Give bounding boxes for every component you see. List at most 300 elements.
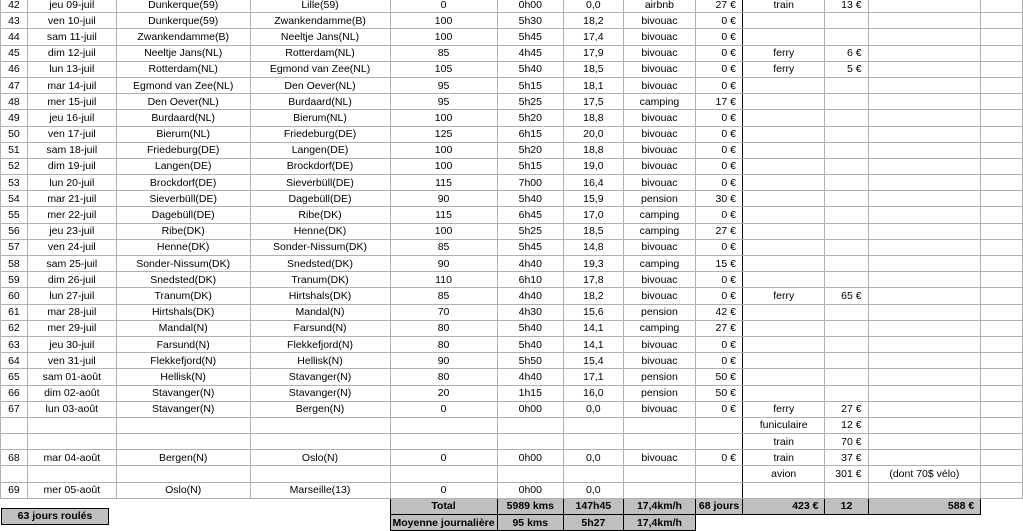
lodging-cell: bivouac bbox=[623, 29, 695, 45]
note-cell bbox=[868, 272, 981, 288]
km-cell: 70 bbox=[390, 304, 497, 320]
lodging-cost-cell: 0 € bbox=[696, 272, 743, 288]
date-cell: mar 28-juil bbox=[27, 304, 116, 320]
lodging-cost-cell: 17 € bbox=[696, 94, 743, 110]
km-cell: 100 bbox=[390, 13, 497, 29]
km-cell bbox=[390, 466, 497, 482]
to-cell: Egmond van Zee(NL) bbox=[250, 61, 390, 77]
date-cell: dim 12-juil bbox=[27, 45, 116, 61]
lodging-cost-cell: 30 € bbox=[696, 191, 743, 207]
from-cell: Dunkerque(59) bbox=[116, 0, 250, 13]
day-number: 49 bbox=[1, 110, 28, 126]
table-row bbox=[1, 45, 1023, 61]
lodging-cell: pension bbox=[623, 385, 695, 401]
transport-cell bbox=[742, 369, 825, 385]
note-cell bbox=[868, 288, 981, 304]
note-cell bbox=[868, 336, 981, 352]
day-number: 51 bbox=[1, 142, 28, 158]
km-cell: 90 bbox=[390, 353, 497, 369]
km-cell: 95 bbox=[390, 77, 497, 93]
transport-cell: avion bbox=[742, 466, 825, 482]
lodging-cost-cell: 0 € bbox=[696, 158, 743, 174]
from-cell bbox=[116, 417, 250, 433]
extra-cell bbox=[981, 110, 1023, 126]
speed-cell: 14,1 bbox=[563, 320, 623, 336]
extra-cell bbox=[981, 353, 1023, 369]
duration-cell: 5h40 bbox=[497, 61, 563, 77]
average-label: Moyenne journalière bbox=[390, 515, 497, 531]
lodging-cell: bivouac bbox=[623, 77, 695, 93]
from-cell: Sieverbüll(DE) bbox=[116, 191, 250, 207]
transport-cost-cell bbox=[825, 175, 868, 191]
transport-cost-cell bbox=[825, 239, 868, 255]
duration-cell bbox=[497, 434, 563, 450]
transport-cell: train bbox=[742, 0, 825, 13]
speed-cell: 16,0 bbox=[563, 385, 623, 401]
speed-cell: 17,5 bbox=[563, 94, 623, 110]
transport-cell bbox=[742, 272, 825, 288]
to-cell: Mandal(N) bbox=[250, 304, 390, 320]
transport-cell bbox=[742, 207, 825, 223]
lodging-cell: camping bbox=[623, 223, 695, 239]
extra-cell bbox=[981, 207, 1023, 223]
lodging-cost-cell: 0 € bbox=[696, 401, 743, 417]
km-cell: 0 bbox=[390, 0, 497, 13]
lodging-cost-cell: 0 € bbox=[696, 110, 743, 126]
transport-cell: ferry bbox=[742, 401, 825, 417]
duration-cell: 6h15 bbox=[497, 126, 563, 142]
note-cell bbox=[868, 353, 981, 369]
extra-cell bbox=[981, 385, 1023, 401]
note-cell bbox=[868, 158, 981, 174]
table-row bbox=[1, 13, 1023, 29]
duration-cell: 4h45 bbox=[497, 45, 563, 61]
day-number: 58 bbox=[1, 256, 28, 272]
total-row bbox=[1, 498, 1023, 514]
lodging-cost-cell: 0 € bbox=[696, 142, 743, 158]
table-row bbox=[1, 29, 1023, 45]
table-row bbox=[1, 126, 1023, 142]
duration-cell: 4h40 bbox=[497, 369, 563, 385]
note-cell: (dont 70$ vélo) bbox=[868, 466, 981, 482]
date-cell: mar 14-juil bbox=[27, 77, 116, 93]
transport-cost-cell bbox=[825, 385, 868, 401]
extra-cell bbox=[981, 158, 1023, 174]
table-row bbox=[1, 288, 1023, 304]
lodging-cell bbox=[623, 434, 695, 450]
km-cell bbox=[390, 434, 497, 450]
date-cell: jeu 23-juil bbox=[27, 223, 116, 239]
from-cell: Friedeburg(DE) bbox=[116, 142, 250, 158]
extra-cell bbox=[981, 45, 1023, 61]
note-cell bbox=[868, 191, 981, 207]
note-cell bbox=[868, 0, 981, 13]
extra-cell bbox=[981, 288, 1023, 304]
to-cell: Friedeburg(DE) bbox=[250, 126, 390, 142]
from-cell: Hirtshals(DK) bbox=[116, 304, 250, 320]
extra-cell bbox=[981, 61, 1023, 77]
lodging-cell: bivouac bbox=[623, 353, 695, 369]
km-cell: 90 bbox=[390, 191, 497, 207]
day-number: 43 bbox=[1, 13, 28, 29]
total-km: 5989 kms bbox=[497, 498, 563, 514]
to-cell: Brockdorf(DE) bbox=[250, 158, 390, 174]
duration-cell: 5h50 bbox=[497, 353, 563, 369]
transport-cost-cell bbox=[825, 353, 868, 369]
day-number: 60 bbox=[1, 288, 28, 304]
lodging-cost-cell: 50 € bbox=[696, 369, 743, 385]
table-row bbox=[1, 320, 1023, 336]
to-cell: Zwankendamme(B) bbox=[250, 13, 390, 29]
transport-cell bbox=[742, 94, 825, 110]
note-cell bbox=[868, 304, 981, 320]
table-row bbox=[1, 434, 1023, 450]
lodging-cell: bivouac bbox=[623, 272, 695, 288]
note-cell bbox=[868, 385, 981, 401]
average-speed: 17,4km/h bbox=[623, 515, 695, 531]
day-number: 47 bbox=[1, 77, 28, 93]
km-cell: 0 bbox=[390, 401, 497, 417]
transport-cell bbox=[742, 482, 825, 498]
speed-cell: 18,2 bbox=[563, 288, 623, 304]
speed-cell: 18,1 bbox=[563, 77, 623, 93]
transport-cost-cell bbox=[825, 207, 868, 223]
day-number: 56 bbox=[1, 223, 28, 239]
speed-cell: 18,8 bbox=[563, 142, 623, 158]
day-number: 54 bbox=[1, 191, 28, 207]
note-cell bbox=[868, 142, 981, 158]
km-cell: 100 bbox=[390, 158, 497, 174]
from-cell: Egmond van Zee(NL) bbox=[116, 77, 250, 93]
lodging-cell: bivouac bbox=[623, 239, 695, 255]
day-number: 61 bbox=[1, 304, 28, 320]
lodging-cost-cell: 15 € bbox=[696, 256, 743, 272]
note-cell bbox=[868, 320, 981, 336]
duration-cell: 1h15 bbox=[497, 385, 563, 401]
from-cell: Bergen(N) bbox=[116, 450, 250, 466]
date-cell: mer 29-juil bbox=[27, 320, 116, 336]
lodging-cell: bivouac bbox=[623, 110, 695, 126]
transport-cell bbox=[742, 110, 825, 126]
km-cell: 100 bbox=[390, 29, 497, 45]
to-cell: Snedsted(DK) bbox=[250, 256, 390, 272]
lodging-cell: pension bbox=[623, 369, 695, 385]
transport-cell bbox=[742, 256, 825, 272]
table-row bbox=[1, 61, 1023, 77]
transport-cost-cell bbox=[825, 369, 868, 385]
km-cell: 80 bbox=[390, 369, 497, 385]
duration-cell: 5h25 bbox=[497, 223, 563, 239]
speed-cell: 17,4 bbox=[563, 29, 623, 45]
transport-cell bbox=[742, 158, 825, 174]
duration-cell: 5h45 bbox=[497, 29, 563, 45]
note-cell bbox=[868, 256, 981, 272]
extra-cell bbox=[981, 142, 1023, 158]
from-cell: Dagebüll(DE) bbox=[116, 207, 250, 223]
transport-cost-cell bbox=[825, 336, 868, 352]
km-cell: 115 bbox=[390, 207, 497, 223]
table-row bbox=[1, 353, 1023, 369]
note-cell bbox=[868, 434, 981, 450]
km-cell bbox=[390, 417, 497, 433]
transport-cost-cell: 12 € bbox=[825, 417, 868, 433]
date-cell: lun 13-juil bbox=[27, 61, 116, 77]
km-cell: 80 bbox=[390, 320, 497, 336]
average-row bbox=[1, 515, 1023, 531]
transport-cost-cell: 6 € bbox=[825, 45, 868, 61]
lodging-cell bbox=[623, 482, 695, 498]
note-cell bbox=[868, 401, 981, 417]
transport-cell: funiculaire bbox=[742, 417, 825, 433]
to-cell: Farsund(N) bbox=[250, 320, 390, 336]
transport-cost-cell: 37 € bbox=[825, 450, 868, 466]
duration-cell: 0h00 bbox=[497, 482, 563, 498]
day-number: 68 bbox=[1, 450, 28, 466]
extra-cell bbox=[981, 401, 1023, 417]
note-cell bbox=[868, 61, 981, 77]
to-cell: Lille(59) bbox=[250, 0, 390, 13]
date-cell: dim 02-août bbox=[27, 385, 116, 401]
extra-cell bbox=[981, 320, 1023, 336]
table-row bbox=[1, 0, 1023, 13]
total-time: 147h45 bbox=[563, 498, 623, 514]
extra-cell bbox=[981, 94, 1023, 110]
duration-cell: 5h40 bbox=[497, 336, 563, 352]
to-cell: Marseille(13) bbox=[250, 482, 390, 498]
duration-cell: 5h20 bbox=[497, 110, 563, 126]
total-label: Total bbox=[390, 498, 497, 514]
from-cell: Den Oever(NL) bbox=[116, 94, 250, 110]
note-cell bbox=[868, 223, 981, 239]
extra-cell bbox=[981, 304, 1023, 320]
transport-cell bbox=[742, 239, 825, 255]
total-lodging-cost: 423 € bbox=[742, 498, 825, 514]
duration-cell: 0h00 bbox=[497, 0, 563, 13]
extra-cell bbox=[981, 256, 1023, 272]
transport-cost-cell: 301 € bbox=[825, 466, 868, 482]
to-cell: Ribe(DK) bbox=[250, 207, 390, 223]
from-cell bbox=[116, 434, 250, 450]
note-cell bbox=[868, 126, 981, 142]
lodging-cell: camping bbox=[623, 320, 695, 336]
extra-cell bbox=[981, 466, 1023, 482]
from-cell: Stavanger(N) bbox=[116, 401, 250, 417]
day-number: 53 bbox=[1, 175, 28, 191]
date-cell: sam 11-juil bbox=[27, 29, 116, 45]
km-cell: 110 bbox=[390, 272, 497, 288]
transport-cell bbox=[742, 304, 825, 320]
extra-cell bbox=[981, 417, 1023, 433]
speed-cell: 0,0 bbox=[563, 482, 623, 498]
table-row bbox=[1, 158, 1023, 174]
transport-cost-cell bbox=[825, 126, 868, 142]
transport-cell: ferry bbox=[742, 45, 825, 61]
from-cell: Ribe(DK) bbox=[116, 223, 250, 239]
date-cell: ven 31-juil bbox=[27, 353, 116, 369]
day-number: 46 bbox=[1, 61, 28, 77]
day-number: 69 bbox=[1, 482, 28, 498]
lodging-cost-cell: 0 € bbox=[696, 288, 743, 304]
date-cell: dim 26-juil bbox=[27, 272, 116, 288]
lodging-cost-cell bbox=[696, 466, 743, 482]
lodging-cost-cell: 50 € bbox=[696, 385, 743, 401]
lodging-cell: bivouac bbox=[623, 142, 695, 158]
extra-cell bbox=[981, 369, 1023, 385]
km-cell: 105 bbox=[390, 61, 497, 77]
to-cell: Hirtshals(DK) bbox=[250, 288, 390, 304]
duration-cell: 5h45 bbox=[497, 239, 563, 255]
note-cell bbox=[868, 29, 981, 45]
extra-cell bbox=[981, 272, 1023, 288]
lodging-cost-cell bbox=[696, 482, 743, 498]
lodging-cell: bivouac bbox=[623, 450, 695, 466]
date-cell: dim 19-juil bbox=[27, 158, 116, 174]
from-cell: Oslo(N) bbox=[116, 482, 250, 498]
transport-cell bbox=[742, 353, 825, 369]
speed-cell: 14,8 bbox=[563, 239, 623, 255]
speed-cell: 16,4 bbox=[563, 175, 623, 191]
lodging-cost-cell: 0 € bbox=[696, 207, 743, 223]
date-cell: mer 05-août bbox=[27, 482, 116, 498]
transport-cost-cell bbox=[825, 142, 868, 158]
table-row bbox=[1, 482, 1023, 498]
speed-cell: 18,8 bbox=[563, 110, 623, 126]
transport-cost-cell: 13 € bbox=[825, 0, 868, 13]
day-number: 64 bbox=[1, 353, 28, 369]
duration-cell: 0h00 bbox=[497, 401, 563, 417]
from-cell bbox=[116, 466, 250, 482]
extra-cell bbox=[981, 0, 1023, 13]
table-row bbox=[1, 336, 1023, 352]
lodging-cost-cell: 0 € bbox=[696, 45, 743, 61]
extra-cell bbox=[981, 482, 1023, 498]
lodging-cost-cell: 0 € bbox=[696, 175, 743, 191]
transport-cost-cell bbox=[825, 223, 868, 239]
duration-cell: 5h25 bbox=[497, 94, 563, 110]
duration-cell: 4h40 bbox=[497, 288, 563, 304]
transport-cost-cell bbox=[825, 110, 868, 126]
transport-cost-cell bbox=[825, 256, 868, 272]
day-number: 45 bbox=[1, 45, 28, 61]
date-cell: ven 10-juil bbox=[27, 13, 116, 29]
day-number: 59 bbox=[1, 272, 28, 288]
date-cell: mar 21-juil bbox=[27, 191, 116, 207]
km-cell: 85 bbox=[390, 288, 497, 304]
to-cell bbox=[250, 417, 390, 433]
date-cell: mer 15-juil bbox=[27, 94, 116, 110]
lodging-cost-cell: 0 € bbox=[696, 13, 743, 29]
note-cell bbox=[868, 417, 981, 433]
transport-cell bbox=[742, 385, 825, 401]
lodging-cell: bivouac bbox=[623, 45, 695, 61]
from-cell: Mandal(N) bbox=[116, 320, 250, 336]
km-cell: 90 bbox=[390, 256, 497, 272]
from-cell: Sonder-Nissum(DK) bbox=[116, 256, 250, 272]
date-cell: jeu 16-juil bbox=[27, 110, 116, 126]
note-cell bbox=[868, 77, 981, 93]
extra-cell bbox=[981, 336, 1023, 352]
lodging-cell: bivouac bbox=[623, 158, 695, 174]
table-row bbox=[1, 175, 1023, 191]
duration-cell: 7h00 bbox=[497, 175, 563, 191]
from-cell: Farsund(N) bbox=[116, 336, 250, 352]
table-row bbox=[1, 256, 1023, 272]
speed-cell: 17,0 bbox=[563, 207, 623, 223]
to-cell: Stavanger(N) bbox=[250, 385, 390, 401]
date-cell: lun 27-juil bbox=[27, 288, 116, 304]
day-number bbox=[1, 417, 28, 433]
km-cell: 85 bbox=[390, 45, 497, 61]
to-cell: Neeltje Jans(NL) bbox=[250, 29, 390, 45]
table-row bbox=[1, 223, 1023, 239]
transport-cell bbox=[742, 320, 825, 336]
speed-cell: 0,0 bbox=[563, 401, 623, 417]
day-number: 65 bbox=[1, 369, 28, 385]
duration-cell: 0h00 bbox=[497, 450, 563, 466]
lodging-cost-cell: 0 € bbox=[696, 77, 743, 93]
date-cell: ven 24-juil bbox=[27, 239, 116, 255]
lodging-cell: bivouac bbox=[623, 13, 695, 29]
speed-cell: 14,1 bbox=[563, 336, 623, 352]
date-cell: mer 22-juil bbox=[27, 207, 116, 223]
transport-cost-cell: 70 € bbox=[825, 434, 868, 450]
speed-cell: 17,9 bbox=[563, 45, 623, 61]
from-cell: Neeltje Jans(NL) bbox=[116, 45, 250, 61]
day-number: 62 bbox=[1, 320, 28, 336]
to-cell: Langen(DE) bbox=[250, 142, 390, 158]
total-transport-cost: 588 € bbox=[868, 498, 981, 514]
to-cell: Hellisk(N) bbox=[250, 353, 390, 369]
km-cell: 100 bbox=[390, 142, 497, 158]
table-row bbox=[1, 191, 1023, 207]
duration-cell: 6h10 bbox=[497, 272, 563, 288]
speed-cell: 0,0 bbox=[563, 450, 623, 466]
day-number: 44 bbox=[1, 29, 28, 45]
to-cell: Sieverbüll(DE) bbox=[250, 175, 390, 191]
speed-cell: 15,6 bbox=[563, 304, 623, 320]
speed-cell: 15,4 bbox=[563, 353, 623, 369]
lodging-cell: camping bbox=[623, 207, 695, 223]
duration-cell: 5h40 bbox=[497, 320, 563, 336]
extra-cell bbox=[981, 175, 1023, 191]
date-cell: sam 18-juil bbox=[27, 142, 116, 158]
lodging-cell: bivouac bbox=[623, 61, 695, 77]
speed-cell bbox=[563, 466, 623, 482]
speed-cell: 18,5 bbox=[563, 61, 623, 77]
day-number: 55 bbox=[1, 207, 28, 223]
date-cell: jeu 30-juil bbox=[27, 336, 116, 352]
date-cell: lun 03-août bbox=[27, 401, 116, 417]
transport-cost-cell bbox=[825, 29, 868, 45]
day-number: 63 bbox=[1, 336, 28, 352]
to-cell: Dagebüll(DE) bbox=[250, 191, 390, 207]
extra-cell bbox=[981, 450, 1023, 466]
lodging-cost-cell: 0 € bbox=[696, 239, 743, 255]
to-cell: Rotterdam(NL) bbox=[250, 45, 390, 61]
note-cell bbox=[868, 175, 981, 191]
table-row bbox=[1, 94, 1023, 110]
extra-cell bbox=[981, 191, 1023, 207]
rolled-days-box: 63 jours roulés bbox=[1, 508, 109, 525]
speed-cell: 19,0 bbox=[563, 158, 623, 174]
date-cell: sam 25-juil bbox=[27, 256, 116, 272]
average-time: 5h27 bbox=[563, 515, 623, 531]
date-cell bbox=[27, 466, 116, 482]
extra-cell bbox=[981, 29, 1023, 45]
duration-cell: 4h40 bbox=[497, 256, 563, 272]
transport-cost-cell bbox=[825, 320, 868, 336]
extra-cell bbox=[981, 239, 1023, 255]
